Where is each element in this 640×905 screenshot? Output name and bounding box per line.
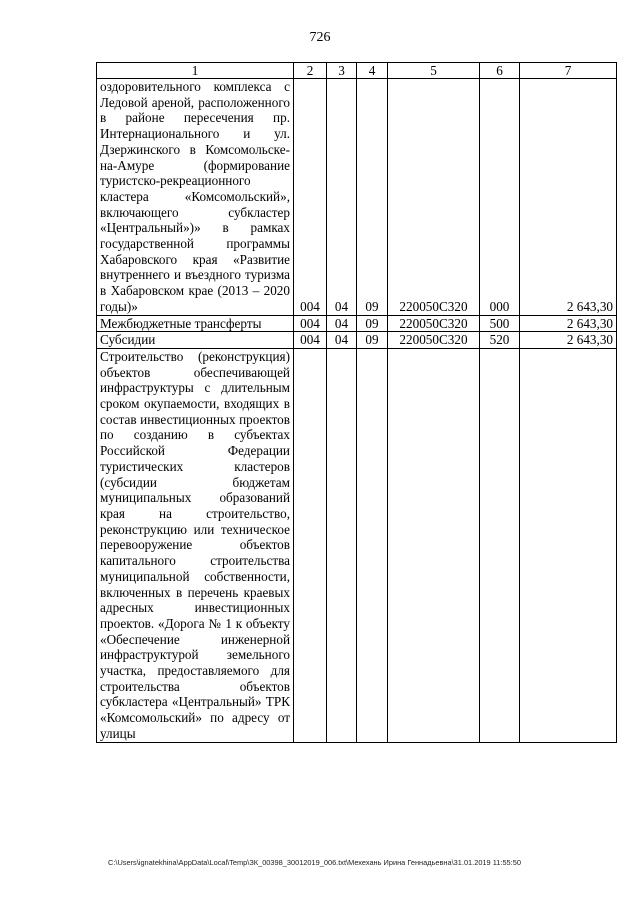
page-number: 726 — [309, 30, 331, 45]
column-header-7: 7 — [520, 63, 617, 79]
column-header-4: 4 — [357, 63, 388, 79]
expense-type-code — [480, 348, 520, 742]
table-row — [97, 79, 617, 316]
ministry-code — [294, 348, 327, 742]
target-article-code: 220050С320 — [388, 79, 480, 316]
table-row — [97, 348, 617, 742]
expense-type-code: 520 — [480, 332, 520, 349]
header-row — [97, 63, 617, 79]
column-header-1: 1 — [97, 63, 294, 79]
target-article-code — [388, 348, 480, 742]
file-path-footer: C:\Users\ignatekhina\AppData\Local\Temp\ЗК_00398_30012019_006.txt\Мехехань Ирина Геннадьевна\31.01.2019 11:55:50 — [108, 858, 521, 867]
row-name: оздоровительного комплекса с Ледовой ареной, расположенного в районе пересечения пр. Интернационального и ул. Дзержинского в Комсомольске-на-Амуре (формирование туристско-рекреационного кластера «Комсомольский», включающего субкластер «Центральный»)» в рамках государственной программы Хабаровского края «Развитие внутреннего и въездного туризма в Хабаровском крае (2013 – 2020 годы)» — [97, 79, 294, 316]
amount — [520, 348, 617, 742]
column-header-2: 2 — [294, 63, 327, 79]
subsection-code: 09 — [357, 315, 388, 332]
row-name: Межбюджетные трансферты — [97, 315, 294, 332]
section-code: 04 — [327, 315, 357, 332]
budget-table — [96, 62, 617, 743]
row-name: Субсидии — [97, 332, 294, 349]
ministry-code: 004 — [294, 79, 327, 316]
section-code: 04 — [327, 79, 357, 316]
row-name: Строительство (реконструкция) объектов обеспечивающей инфраструктуры с длительным сроком окупаемости, входящих в состав инвестиционных проектов по созданию в субъектах Российской Федерации туристических кластеров (субсидии бюджетам муниципальных образований края на строительство, реконструкцию или техническое перевооружение объектов капитального строительства муниципальной собственности, включенных в перечень краевых адресных инвестиционных проектов. «Дорога № 1 к объекту «Обеспечение инженерной инфраструктурой земельного участка, предоставляемого для строительства объектов субкластера «Центральный» ТРК «Комсомольский» по адресу от улицы — [97, 348, 294, 742]
amount: 2 643,30 — [520, 332, 617, 349]
table-row — [97, 332, 617, 349]
column-header-5: 5 — [388, 63, 480, 79]
table-row — [97, 315, 617, 332]
target-article-code: 220050С320 — [388, 332, 480, 349]
column-header-6: 6 — [480, 63, 520, 79]
expense-type-code: 500 — [480, 315, 520, 332]
column-header-3: 3 — [327, 63, 357, 79]
section-code — [327, 348, 357, 742]
expense-type-code: 000 — [480, 79, 520, 316]
amount: 2 643,30 — [520, 315, 617, 332]
subsection-code — [357, 348, 388, 742]
subsection-code: 09 — [357, 332, 388, 349]
target-article-code: 220050С320 — [388, 315, 480, 332]
amount: 2 643,30 — [520, 79, 617, 316]
ministry-code: 004 — [294, 332, 327, 349]
ministry-code: 004 — [294, 315, 327, 332]
section-code: 04 — [327, 332, 357, 349]
subsection-code: 09 — [357, 79, 388, 316]
